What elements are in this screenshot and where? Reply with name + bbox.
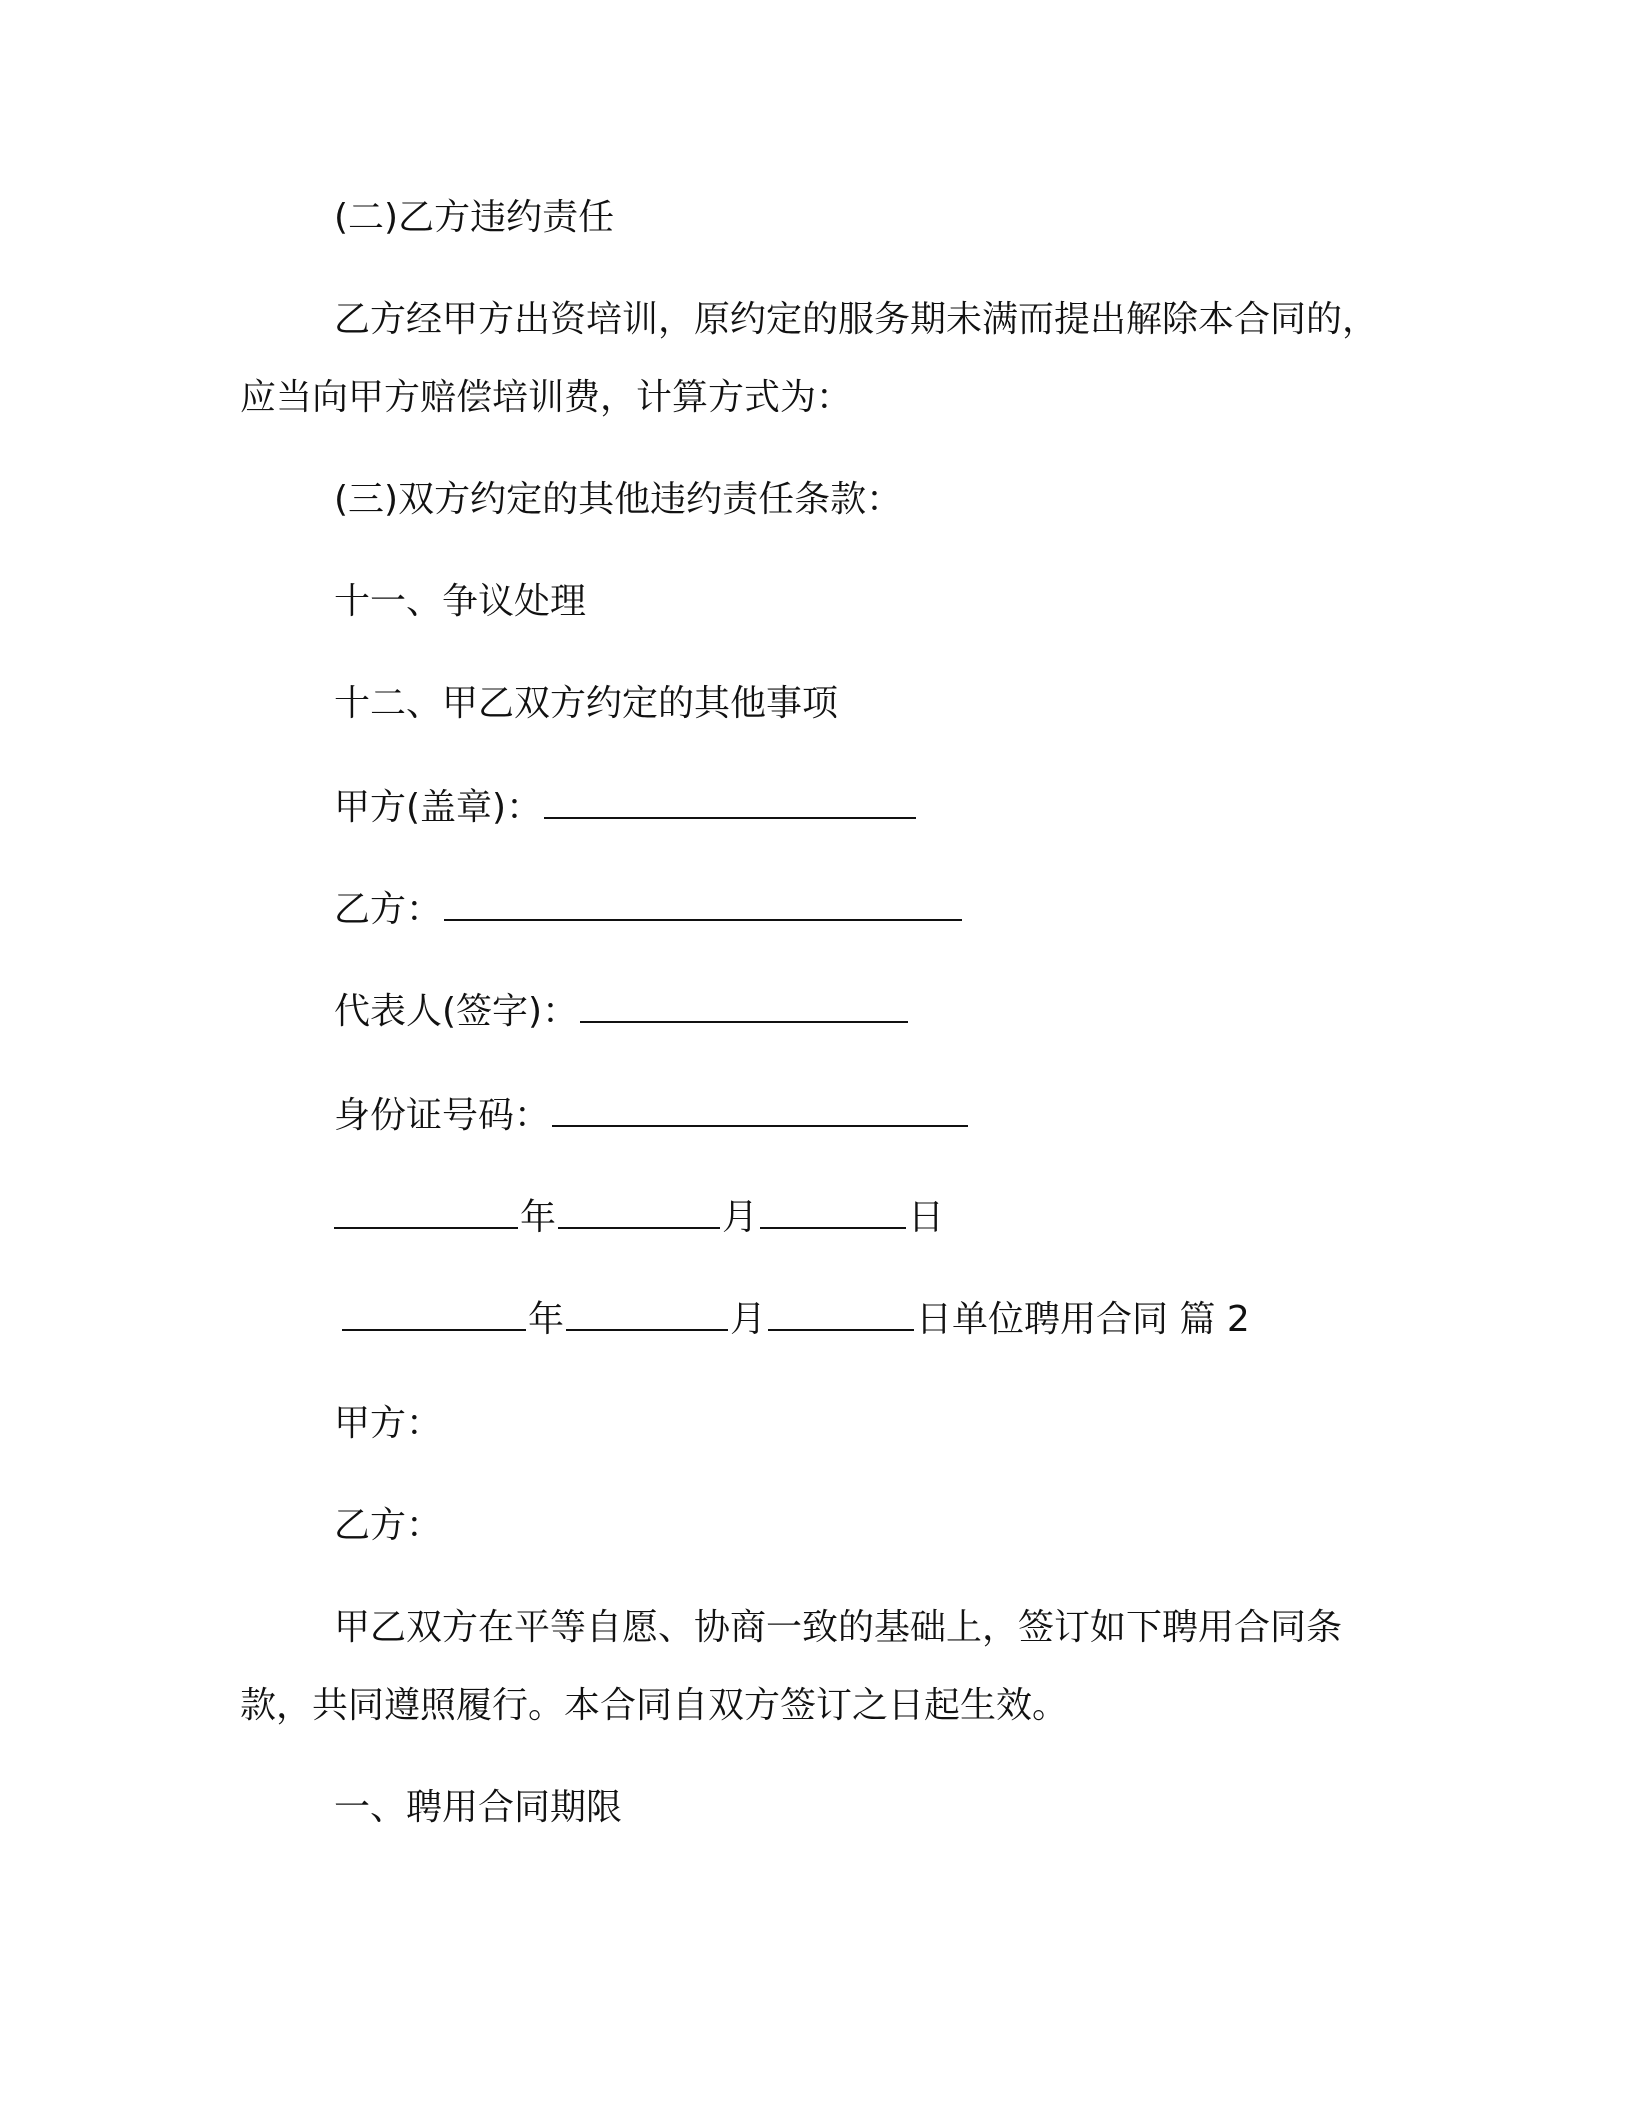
month-label: 月 xyxy=(730,1299,767,1340)
signature-line-party-a-seal xyxy=(334,786,918,830)
month-label: 月 xyxy=(722,1197,759,1238)
signature-label: 乙方： xyxy=(334,889,443,930)
year-label: 年 xyxy=(520,1197,557,1238)
month-blank xyxy=(566,1299,728,1331)
signature-blank xyxy=(580,991,908,1023)
signature-label: 代表人(签字)： xyxy=(334,991,579,1032)
day-blank xyxy=(768,1299,914,1331)
year-blank xyxy=(342,1299,526,1331)
year-blank xyxy=(334,1197,518,1229)
signature-line-id-number xyxy=(334,1094,970,1138)
signature-label: 身份证号码： xyxy=(334,1095,551,1136)
party-b-label: 乙方： xyxy=(334,1505,443,1546)
section-heading-breach-party-b: (二)乙方违约责任 xyxy=(334,197,615,238)
day-and-title-label: 日单位聘用合同 篇 2 xyxy=(916,1299,1250,1340)
section-heading-contract-term: 一、聘用合同期限 xyxy=(334,1787,623,1828)
section-heading-dispute: 十一、争议处理 xyxy=(334,581,587,622)
signature-blank xyxy=(552,1095,968,1127)
paragraph-training-clause-line-1: 乙方经甲方出资培训，原约定的服务期未满而提出解除本合同的， xyxy=(334,299,1379,340)
section-heading-other-matters: 十二、甲乙双方约定的其他事项 xyxy=(334,683,839,724)
signature-blank xyxy=(544,787,916,819)
signature-blank xyxy=(444,889,962,921)
date-line-2-title xyxy=(342,1298,1250,1342)
year-label: 年 xyxy=(528,1299,565,1340)
section-heading-other-breach: (三)双方约定的其他违约责任条款： xyxy=(334,479,903,520)
day-blank xyxy=(760,1197,906,1229)
signature-label: 甲方(盖章)： xyxy=(334,787,543,828)
signature-line-party-b xyxy=(334,888,964,932)
date-line-1 xyxy=(334,1196,944,1240)
paragraph-training-clause-line-2: 应当向甲方赔偿培训费，计算方式为： xyxy=(240,377,853,418)
paragraph-agreement-line-1: 甲乙双方在平等自愿、协商一致的基础上，签订如下聘用合同条 xyxy=(334,1607,1343,1648)
month-blank xyxy=(558,1197,720,1229)
paragraph-agreement-line-2: 款，共同遵照履行。本合同自双方签订之日起生效。 xyxy=(240,1685,1069,1726)
signature-line-representative xyxy=(334,990,910,1034)
party-a-label: 甲方： xyxy=(334,1403,443,1444)
day-label: 日 xyxy=(908,1197,945,1238)
